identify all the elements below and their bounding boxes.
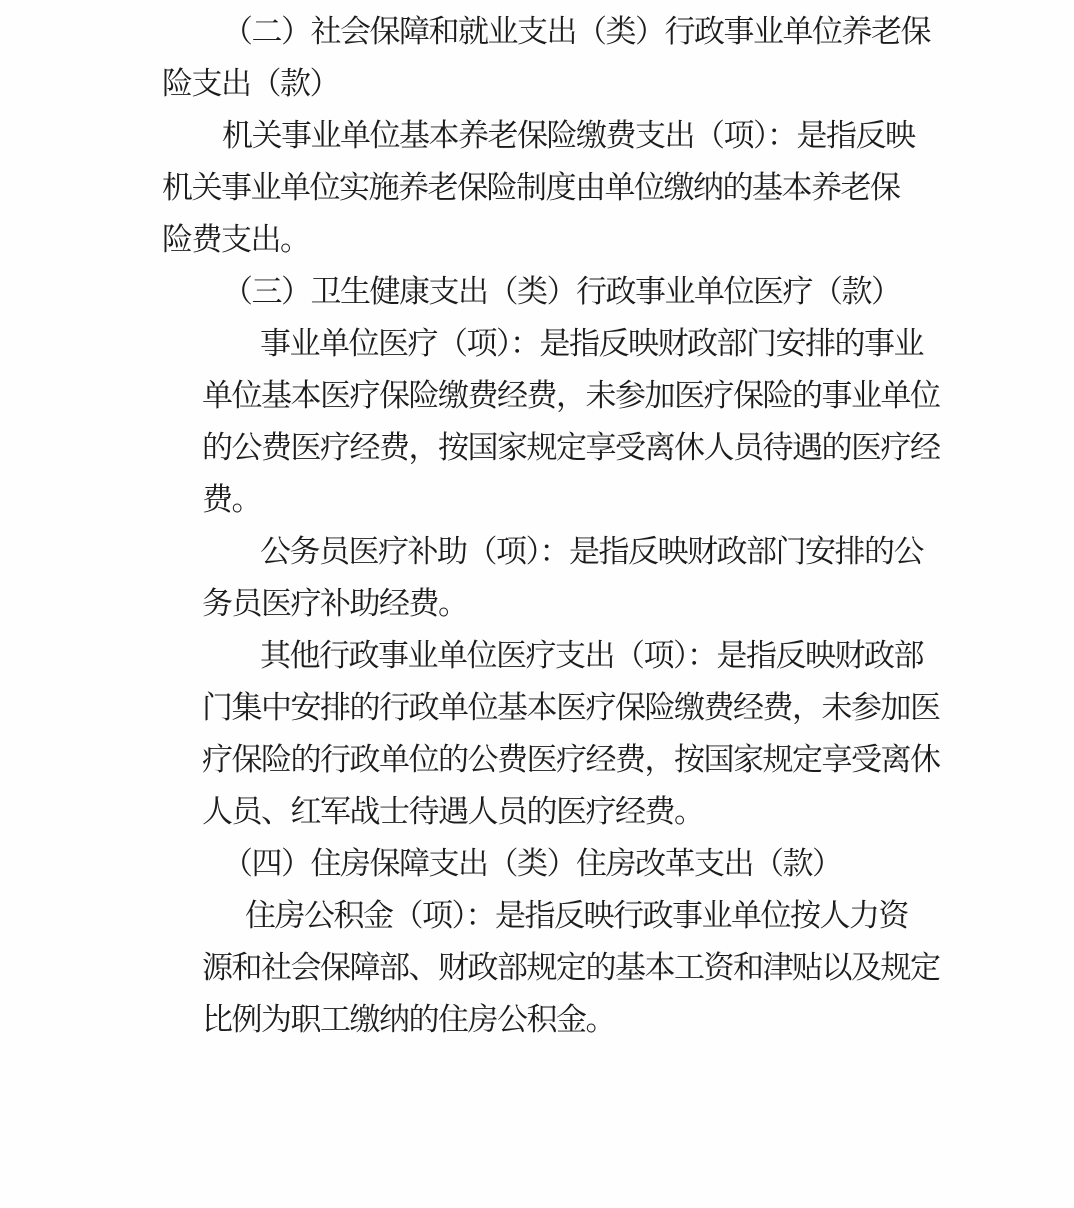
- text-line: （四）住房保障支出（类）住房改革支出（款）: [222, 846, 842, 881]
- text-line: 费。: [202, 482, 261, 517]
- text-line: 门集中安排的行政单位基本医疗保险缴费经费，未参加医: [202, 690, 940, 725]
- text-line: 比例为职工缴纳的住房公积金。: [202, 1002, 615, 1037]
- text-line: 险费支出。: [162, 222, 310, 257]
- text-line: 住房公积金（项）：是指反映行政事业单位按人力资: [245, 898, 908, 933]
- text-line: 其他行政事业单位医疗支出（项）：是指反映财政部: [260, 638, 923, 673]
- text-line: 事业单位医疗（项）：是指反映财政部门安排的事业: [260, 326, 923, 361]
- text-line: 源和社会保障部、财政部规定的基本工资和津贴以及规定: [202, 950, 940, 985]
- text-line: 的公费医疗经费，按国家规定享受离休人员待遇的医疗经: [202, 430, 940, 465]
- text-line: 疗保险的行政单位的公费医疗经费，按国家规定享受离休: [202, 742, 940, 777]
- text-line: 机关事业单位基本养老保险缴费支出（项）：是指反映: [222, 118, 915, 153]
- text-line: 险支出（款）: [162, 66, 339, 101]
- text-line: （二）社会保障和就业支出（类）行政事业单位养老保: [222, 14, 930, 49]
- text-line: 公务员医疗补助（项）：是指反映财政部门安排的公: [260, 534, 923, 569]
- text-line: 单位基本医疗保险缴费经费，未参加医疗保险的事业单位: [202, 378, 940, 413]
- text-line: 人员、红军战士待遇人员的医疗经费。: [202, 794, 704, 829]
- text-line: （三）卫生健康支出（类）行政事业单位医疗（款）: [222, 274, 901, 309]
- text-line: 机关事业单位实施养老保险制度由单位缴纳的基本养老保: [162, 170, 900, 205]
- text-line: 务员医疗补助经费。: [202, 586, 468, 621]
